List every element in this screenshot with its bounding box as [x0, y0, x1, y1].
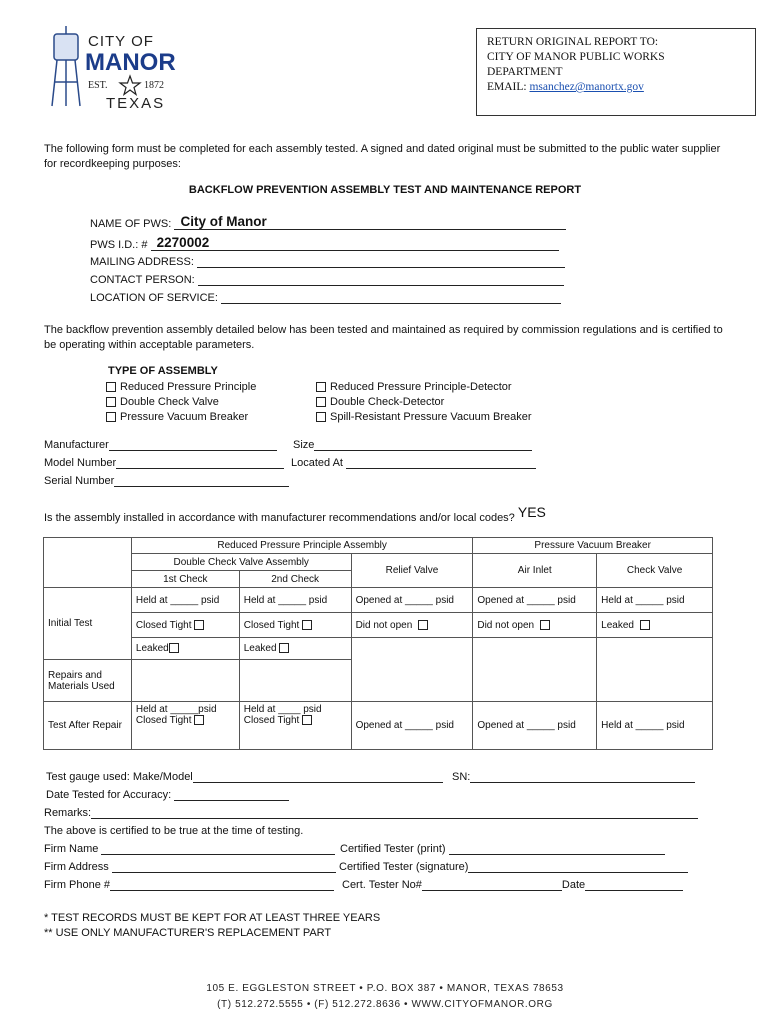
serial-row — [44, 475, 289, 487]
leaked-label: Leaked — [135, 643, 169, 654]
header-second-check: 2nd Check — [239, 571, 351, 588]
serial-label: Serial Number — [44, 475, 115, 487]
pws-name-field[interactable] — [174, 214, 566, 230]
located-label: Located At — [291, 457, 343, 469]
repairs-cell[interactable] — [473, 660, 597, 702]
option-label: Pressure Vacuum Breaker — [120, 411, 249, 423]
tester-sig-row — [339, 861, 688, 873]
firm-address-field[interactable] — [112, 861, 336, 873]
remarks-row — [44, 807, 698, 819]
tester-print-row — [340, 843, 665, 855]
test-table — [43, 537, 713, 750]
located-field[interactable] — [346, 457, 536, 469]
cert-no-field[interactable] — [422, 879, 562, 891]
logo-city-of: CITY OF — [88, 33, 154, 50]
sn-field[interactable] — [470, 771, 695, 783]
gauge-make-label: Test gauge used: Make/Model — [46, 771, 193, 783]
header-first-check: 1st Check — [131, 571, 239, 588]
header-pvb: Pressure Vacuum Breaker — [473, 538, 713, 554]
assembly-left-options — [106, 380, 256, 425]
return-address-box — [476, 28, 756, 116]
tester-print-field[interactable] — [449, 843, 665, 855]
option-label: Spill-Resistant Pressure Vacuum Breaker — [330, 411, 532, 423]
did-not-open-label: Did not open — [477, 619, 535, 631]
header-rpp: Reduced Pressure Principle Assembly — [131, 538, 472, 554]
size-label: Size — [293, 439, 315, 451]
cell-opened[interactable]: Opened at _____ psid — [351, 588, 473, 613]
tester-sig-field[interactable] — [468, 861, 688, 873]
option-dcd[interactable] — [316, 395, 532, 410]
note-1: * TEST RECORDS MUST BE KEPT FOR AT LEAST THREE YEARS — [44, 912, 381, 924]
manufacturer-label: Manufacturer — [44, 439, 109, 451]
gauge-make-field[interactable] — [193, 771, 443, 783]
sn-label: SN: — [452, 771, 471, 783]
option-label: Double Check-Detector — [330, 396, 445, 408]
cell-opened[interactable]: Opened at _____ psid — [473, 588, 597, 613]
tester-print-label: Certified Tester (print) — [340, 843, 446, 855]
cell-did-not-open[interactable] — [473, 613, 597, 638]
assembly-heading: TYPE OF ASSEMBLY — [108, 365, 218, 377]
cell-after-first[interactable] — [131, 702, 239, 750]
held-after-label: Held at ____ psid — [243, 704, 322, 715]
date-tested-label: Date Tested for Accuracy: — [46, 789, 172, 801]
closed-tight-label: Closed Tight — [243, 619, 300, 631]
checkbox[interactable] — [316, 382, 326, 392]
pws-id-row — [90, 235, 559, 251]
certified-statement: The above is certified to be true at the time of testing. — [44, 825, 304, 837]
installed-answer[interactable]: YES — [517, 504, 546, 520]
repairs-cell[interactable] — [351, 660, 473, 702]
email-label: EMAIL: — [487, 81, 527, 93]
model-field[interactable] — [116, 457, 284, 469]
size-row — [293, 439, 532, 451]
manufacturer-field[interactable] — [109, 439, 277, 451]
checkbox[interactable] — [194, 620, 204, 630]
pws-id-value: 2270002 — [156, 235, 210, 250]
option-label: Double Check Valve — [120, 396, 219, 408]
pws-name-value: City of Manor — [180, 214, 267, 229]
cell-leaked[interactable] — [131, 638, 239, 660]
return-line-3: DEPARTMENT — [487, 66, 563, 78]
contact-label: CONTACT PERSON: — [90, 274, 195, 286]
cell-leaked[interactable] — [597, 613, 713, 638]
date-field[interactable] — [585, 879, 683, 891]
did-not-open-label: Did not open — [355, 619, 413, 631]
checkbox[interactable] — [316, 397, 326, 407]
pws-id-label: PWS I.D.: # — [90, 239, 148, 251]
star-icon — [120, 76, 140, 95]
date-tested-row — [46, 789, 289, 801]
mailing-label: MAILING ADDRESS: — [90, 256, 194, 268]
repairs-cell[interactable] — [597, 660, 713, 702]
checkbox[interactable] — [302, 715, 312, 725]
cell-opened[interactable]: Opened at _____ psid — [351, 702, 473, 750]
sn-row — [452, 771, 695, 783]
remarks-label: Remarks: — [44, 807, 92, 819]
logo-est: EST. — [88, 80, 108, 91]
firm-phone-label: Firm Phone # — [44, 879, 111, 891]
corner-cell — [44, 538, 132, 588]
firm-address-row — [44, 861, 336, 873]
checkbox[interactable] — [106, 412, 116, 422]
empty-cell — [473, 638, 597, 660]
firm-name-label: Firm Name — [44, 843, 99, 855]
note-2: ** USE ONLY MANUFACTURER'S REPLACEMENT PART — [44, 927, 332, 939]
firm-phone-row — [44, 879, 334, 891]
checkbox[interactable] — [106, 382, 116, 392]
cell-opened[interactable]: Opened at _____ psid — [473, 702, 597, 750]
checkbox[interactable] — [316, 412, 326, 422]
cell-closed-tight[interactable] — [131, 613, 239, 638]
row-test-after-repair: Test After Repair — [44, 702, 132, 750]
logo-manor: MANOR — [85, 49, 176, 76]
manufacturer-row — [44, 439, 277, 451]
header-relief: Relief Valve — [351, 554, 473, 588]
checkbox[interactable] — [418, 620, 428, 630]
option-label: Reduced Pressure Principle — [120, 381, 257, 393]
checkbox[interactable] — [302, 620, 312, 630]
assembly-right-options — [316, 380, 532, 425]
pws-id-field[interactable] — [151, 235, 559, 251]
empty-cell — [351, 638, 473, 660]
mailing-field[interactable] — [197, 255, 565, 268]
return-line-1: RETURN ORIGINAL REPORT TO: — [487, 36, 659, 48]
header-dcv: Double Check Valve Assembly — [131, 554, 351, 571]
firm-address-label: Firm Address — [44, 861, 109, 873]
serial-field[interactable] — [114, 475, 289, 487]
option-label: Reduced Pressure Principle-Detector — [330, 381, 512, 393]
checkbox[interactable] — [279, 643, 289, 653]
firm-name-row — [44, 843, 335, 855]
cell-did-not-open[interactable] — [351, 613, 473, 638]
located-row — [291, 457, 536, 469]
email-link[interactable]: msanchez@manortx.gov — [529, 81, 644, 93]
checkbox[interactable] — [540, 620, 550, 630]
logo-texas: TEXAS — [106, 95, 166, 112]
city-logo — [48, 24, 188, 112]
cert-no-label: Cert. Tester No# — [342, 879, 422, 891]
option-srpvb[interactable] — [316, 410, 532, 425]
closed-tight-label: Closed Tight — [135, 715, 192, 726]
mailing-row — [90, 255, 565, 268]
date-tested-field[interactable] — [174, 789, 289, 801]
pws-name-row — [90, 214, 566, 230]
model-label: Model Number — [44, 457, 117, 469]
model-row — [44, 457, 284, 469]
cert-no-row — [342, 879, 683, 891]
empty-cell — [597, 638, 713, 660]
cell-held[interactable]: Held at _____ psid — [239, 588, 351, 613]
certify-text: The backflow prevention assembly detailed below has been tested and maintained as required by commission regulations and is certified to be operating within acceptable parameters. — [44, 324, 723, 351]
option-dcv[interactable] — [106, 395, 256, 410]
logo-year: 1872 — [144, 80, 164, 91]
tester-sig-label: Certified Tester (signature) — [339, 861, 469, 873]
remarks-field[interactable] — [91, 807, 698, 819]
cell-held[interactable]: Held at _____ psid — [131, 588, 239, 613]
option-rpd[interactable] — [316, 380, 532, 395]
cell-held[interactable]: Held at _____ psid — [597, 702, 713, 750]
cell-held[interactable]: Held at _____ psid — [597, 588, 713, 613]
installed-row — [44, 504, 546, 524]
checkbox[interactable] — [169, 643, 179, 653]
checkbox[interactable] — [194, 715, 204, 725]
row-repairs: Repairs and Materials Used — [44, 660, 132, 702]
footer-address: 105 E. EGGLESTON STREET • P.O. BOX 387 • MANOR, TEXAS 78653 — [206, 983, 564, 994]
contact-field[interactable] — [198, 273, 564, 286]
closed-tight-label: Closed Tight — [135, 619, 192, 631]
header-air-inlet: Air Inlet — [473, 554, 597, 588]
leaked-label: Leaked — [601, 619, 634, 631]
checkbox[interactable] — [640, 620, 650, 630]
installed-question: Is the assembly installed in accordance with manufacturer recommendations and/or local codes? — [44, 512, 515, 524]
location-label: LOCATION OF SERVICE: — [90, 292, 218, 304]
row-initial-test: Initial Test — [44, 588, 132, 660]
leaked-label: Leaked — [243, 643, 277, 654]
checkbox[interactable] — [106, 397, 116, 407]
contact-row — [90, 273, 564, 286]
date-label: Date — [561, 879, 586, 891]
option-pvb[interactable] — [106, 410, 256, 425]
size-field[interactable] — [314, 439, 532, 451]
pws-name-label: NAME OF PWS: — [90, 218, 172, 230]
cell-closed-tight[interactable] — [239, 613, 351, 638]
header-check-valve: Check Valve — [597, 554, 713, 588]
footer — [0, 981, 770, 1013]
cell-after-second[interactable] — [239, 702, 351, 750]
firm-name-field[interactable] — [101, 843, 335, 855]
location-field[interactable] — [221, 291, 561, 304]
repairs-cell[interactable] — [239, 660, 351, 702]
footer-contact: (T) 512.272.5555 • (F) 512.272.8636 • WWW.CITYOFMANOR.ORG — [217, 999, 553, 1010]
gauge-row — [46, 771, 443, 783]
firm-phone-field[interactable] — [110, 879, 334, 891]
held-after-label: Held at _____psid — [135, 704, 217, 715]
location-row — [90, 291, 561, 304]
option-rpp[interactable] — [106, 380, 256, 395]
return-line-2: CITY OF MANOR PUBLIC WORKS — [487, 51, 665, 63]
report-title: BACKFLOW PREVENTION ASSEMBLY TEST AND MAINTENANCE REPORT — [188, 184, 582, 196]
intro-text: The following form must be completed for each assembly tested. A signed and dated original must be submitted to the public water supplier for recordkeeping purposes: — [44, 143, 721, 170]
notes — [44, 911, 380, 941]
cell-leaked[interactable] — [239, 638, 351, 660]
closed-tight-label: Closed Tight — [243, 715, 300, 726]
repairs-cell[interactable] — [131, 660, 239, 702]
